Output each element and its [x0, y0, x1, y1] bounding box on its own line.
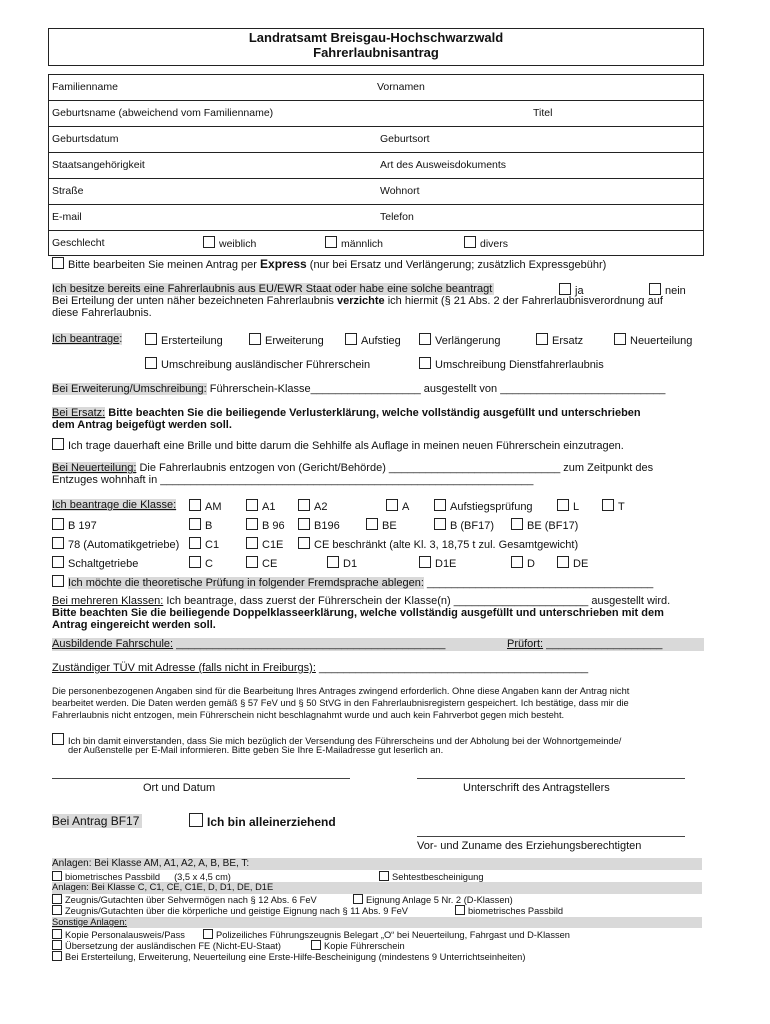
klasse-am[interactable]: AM [189, 499, 222, 513]
neuerteilung-option[interactable]: Neuerteilung [614, 333, 692, 347]
umschreibung-dienst-checkbox[interactable] [419, 357, 431, 369]
divers-checkbox[interactable] [464, 236, 476, 248]
erziehungsberechtigter-label: Vor- und Zuname des Erziehungsberechtigten [417, 840, 642, 852]
fahrschule-field[interactable]: Ausbildende Fahrschule: ____________________________________________ [52, 638, 446, 650]
schaltgetriebe-checkbox[interactable] [52, 556, 64, 568]
verzicht-text-line2: diese Fahrerlaubnis. [52, 307, 152, 319]
umschreibung-dienst-option[interactable]: Umschreibung Dienstfahrerlaubnis [419, 357, 604, 371]
eu-question: Ich besitze bereits eine Fahrerlaubnis aus EU/EWR Staat oder habe eine solche beantragt [52, 283, 493, 295]
uebersetzung-checkbox[interactable] [52, 940, 62, 950]
geburtsname-field[interactable]: Geburtsname (abweichend vom Familienname) [52, 107, 274, 119]
brille-option[interactable]: Ich trage dauerhaft eine Brille und bitte darum die Sehhilfe als Auflage in meinen neuen Führerschein einzutragen. [52, 438, 624, 452]
umschreibung-ausl-option[interactable]: Umschreibung ausländischer Führerschein [145, 357, 370, 371]
klasse-t-checkbox[interactable] [602, 499, 614, 511]
klasse-a-checkbox[interactable] [386, 499, 398, 511]
klasse-c-checkbox[interactable] [189, 556, 201, 568]
klasse-l[interactable]: L [557, 499, 579, 513]
passbild-checkbox-1[interactable] [52, 871, 62, 881]
eu-ja-option[interactable]: ja [559, 283, 584, 297]
ort-datum-line[interactable] [52, 778, 350, 779]
klasse-b-bf17-checkbox[interactable] [434, 518, 446, 530]
klasse-d1[interactable]: D1 [327, 556, 357, 570]
klasse-ce-beschraenkt[interactable]: CE beschränkt (alte Kl. 3, 18,75 t zul. Gesamtgewicht) [298, 537, 578, 551]
maennlich-checkbox[interactable] [325, 236, 337, 248]
klasse-d1e-checkbox[interactable] [419, 556, 431, 568]
automatik-checkbox[interactable] [52, 537, 64, 549]
uebersetzung-option[interactable]: Übersetzung der ausländischen FE (Nicht-EU-Staat) [52, 940, 281, 951]
klasse-c1e[interactable]: C1E [246, 537, 283, 551]
aufstiegspruefung[interactable]: Aufstiegsprüfung [434, 499, 533, 513]
klasse-a2[interactable]: A2 [298, 499, 327, 513]
versand-checkbox[interactable] [52, 733, 64, 745]
klasse-ce-beschraenkt-checkbox[interactable] [298, 537, 310, 549]
personal-table [48, 74, 704, 256]
klasse-b-checkbox[interactable] [189, 518, 201, 530]
klasse-d-checkbox[interactable] [511, 556, 523, 568]
aufstieg-checkbox[interactable] [345, 333, 357, 345]
sehvermoegen-option[interactable]: Zeugnis/Gutachten über Sehvermögen nach § 12 Abs. 6 FeV [52, 894, 317, 905]
klasse-t[interactable]: T [602, 499, 625, 513]
datenschutz-text-2: bearbeitet werden. Die Daten werden gemäß § 57 FeV und § 50 StVG in den Fahrerlaubnisregistern gespeichert. Ich bestätige, dass mir die [52, 698, 629, 708]
anlagen-header-2: Anlagen: Bei Klasse C, C1, CE, C1E, D, D1, DE, D1E [52, 882, 702, 894]
doppelklasse-notice-line2: Antrag eingereicht werden soll. [52, 619, 216, 631]
klasse-b-bf17[interactable]: B (BF17) [434, 518, 494, 532]
klasse-be-checkbox[interactable] [366, 518, 378, 530]
klasse-ce-checkbox[interactable] [246, 556, 258, 568]
aufstieg-option[interactable]: Aufstieg [345, 333, 401, 347]
express-option[interactable]: Bitte bearbeiten Sie meinen Antrag per Express (nur bei Ersatz und Verlängerung; zusätzlich Expressgebühr) [52, 257, 606, 271]
neuerteilung-line: Bei Neuerteilung: Die Fahrerlaubnis entzogen von (Gericht/Behörde) ____________________________ zum Zeitpunkt des [52, 462, 654, 474]
klassen-label: Ich beantrage die Klasse: [52, 499, 177, 511]
fremdsprache-checkbox[interactable] [52, 575, 64, 587]
anlagen-header-3: Sonstige Anlagen: [52, 917, 702, 928]
klasse-b96-checkbox[interactable] [246, 518, 258, 530]
geburtsdatum-field[interactable]: Geburtsdatum [52, 133, 119, 145]
weiblich-checkbox[interactable] [203, 236, 215, 248]
koerperlich-checkbox[interactable] [52, 905, 62, 915]
doppelklasse-notice: Bitte beachten Sie die beiliegende Doppelklasseerklärung, welche vollständig ausgefüllt und unterschrieben mit dem [52, 607, 664, 619]
eu-nein-option[interactable]: nein [649, 283, 686, 297]
klasse-l-checkbox[interactable] [557, 499, 569, 511]
klasse-de-checkbox[interactable] [557, 556, 569, 568]
eignung5-checkbox[interactable] [353, 894, 363, 904]
personalausweis-option[interactable]: Kopie Personalausweis/Pass [52, 929, 185, 940]
express-checkbox[interactable] [52, 257, 64, 269]
page-title: Fahrerlaubnisantrag [313, 45, 439, 60]
ersatz-notice: Bei Ersatz: Bitte beachten Sie die beiliegende Verlusterklärung, welche vollständig ausgefüllt und unterschrieben [52, 407, 641, 419]
mehrere-klassen-line: Bei mehreren Klassen: Ich beantrage, dass zuerst der Führerschein der Klasse(n) ______________________ ausgestellt wird. [52, 595, 671, 607]
alleinerziehend-option[interactable]: Ich bin alleinerziehend [189, 813, 336, 829]
klasse-b197-checkbox[interactable] [52, 518, 64, 530]
klasse-ce[interactable]: CE [246, 556, 277, 570]
erstehilfe-option[interactable]: Bei Ersterteilung, Erweiterung, Neuerteilung eine Erste-Hilfe-Bescheinigung (mindestens 9 Unterrichtseinheiten) [52, 951, 525, 962]
alleinerziehend-checkbox[interactable] [189, 813, 203, 827]
unterschrift-line[interactable] [417, 778, 685, 779]
versand-text-2: der Außenstelle per E-Mail informieren. Bitte geben Sie Ihre E-Mailadresse gut leserlich an. [68, 745, 444, 755]
klasse-b[interactable]: B [189, 518, 212, 532]
polizeilich-checkbox[interactable] [203, 929, 213, 939]
wohnort-field[interactable]: Wohnort [380, 185, 420, 197]
klasse-d1-checkbox[interactable] [327, 556, 339, 568]
passbild-checkbox-2[interactable] [455, 905, 465, 915]
koerperlich-option[interactable]: Zeugnis/Gutachten über die körperliche und geistige Eignung nach § 11 Abs. 9 FeV [52, 905, 408, 916]
klasse-c1[interactable]: C1 [189, 537, 219, 551]
ersatz-option[interactable]: Ersatz [536, 333, 583, 347]
erweiterung-line: Bei Erweiterung/Umschreibung: Führerschein-Klasse__________________ ausgestellt von ___________________________ [52, 383, 666, 395]
ersterteilung-option[interactable]: Ersterteilung [145, 333, 223, 347]
vornamen-field[interactable]: Vornamen [377, 81, 425, 93]
klasse-de[interactable]: DE [557, 556, 588, 570]
bf17-label: Bei Antrag BF17 [52, 814, 142, 828]
sehtest-checkbox[interactable] [379, 871, 389, 881]
erweiterung-option[interactable]: Erweiterung [249, 333, 324, 347]
eignung5-option[interactable]: Eignung Anlage 5 Nr. 2 (D-Klassen) [353, 894, 513, 905]
anlagen-header-1: Anlagen: Bei Klasse AM, A1, A2, A, B, BE, T: [52, 858, 702, 870]
schaltgetriebe-option[interactable]: Schaltgetriebe [52, 556, 138, 570]
unterschrift-label: Unterschrift des Antragstellers [463, 782, 610, 794]
ausweis-field[interactable]: Art des Ausweisdokuments [380, 159, 507, 171]
titel-field[interactable]: Titel [533, 107, 553, 119]
maennlich-option[interactable]: männlich [325, 236, 383, 250]
personalausweis-checkbox[interactable] [52, 929, 62, 939]
neuerteilung-checkbox[interactable] [614, 333, 626, 345]
datenschutz-text-3: Fahrerlaubnis nicht entzogen, mein Führerschein nicht beschlagnahmt wurde und auch kein Fahrverbot gegen mich besteht. [52, 710, 565, 720]
geburtsort-field[interactable]: Geburtsort [380, 133, 430, 145]
klasse-a1[interactable]: A1 [246, 499, 275, 513]
erweiterung-checkbox[interactable] [249, 333, 261, 345]
sehvermoegen-checkbox[interactable] [52, 894, 62, 904]
aufstiegspruefung-checkbox[interactable] [434, 499, 446, 511]
telefon-field[interactable]: Telefon [380, 211, 414, 223]
passbild-option-1[interactable]: biometrisches Passbild (3,5 x 4,5 cm) [52, 871, 231, 882]
umschreibung-ausl-checkbox[interactable] [145, 357, 157, 369]
klasse-be[interactable]: BE [366, 518, 397, 532]
ersterteilung-checkbox[interactable] [145, 333, 157, 345]
divers-option[interactable]: divers [464, 236, 508, 250]
versand-option[interactable]: Ich bin damit einverstanden, dass Sie mich bezüglich der Versendung des Führerscheins und der Abholung bei der Wohnortgemeinde/ [52, 733, 621, 746]
klasse-a[interactable]: A [386, 499, 409, 513]
klasse-be-bf17-checkbox[interactable] [511, 518, 523, 530]
verlaengerung-checkbox[interactable] [419, 333, 431, 345]
klasse-a2-checkbox[interactable] [298, 499, 310, 511]
klasse-b197[interactable]: B 197 [52, 518, 97, 532]
beantrage-label: Ich beantrage: [52, 333, 123, 345]
authority-title: Landratsamt Breisgau-Hochschwarzwald [248, 30, 504, 45]
eu-ja-checkbox[interactable] [559, 283, 571, 295]
verlaengerung-option[interactable]: Verlängerung [419, 333, 500, 347]
klasse-b96[interactable]: B 96 [246, 518, 285, 532]
passbild-option-2[interactable]: biometrisches Passbild [455, 905, 563, 916]
sehtest-option[interactable]: Sehtestbescheinigung [379, 871, 484, 882]
polizeilich-option[interactable]: Polizeiliches Führungszeugnis Belegart „O“ bei Neuerteilung, Fahrgast und D-Klassen [203, 929, 570, 940]
email-field[interactable]: E-mail [52, 211, 82, 223]
staatsangehoerigkeit-field[interactable]: Staatsangehörigkeit [52, 159, 145, 171]
klasse-d1e[interactable]: D1E [419, 556, 456, 570]
tuev-field[interactable]: Zuständiger TÜV mit Adresse (falls nicht in Freiburgs): ____________________________________________ [52, 662, 589, 674]
ort-datum-label: Ort und Datum [143, 782, 216, 794]
geschlecht-label: Geschlecht [52, 237, 105, 249]
klasse-b196-checkbox[interactable] [298, 518, 310, 530]
ersatz-notice-line2: dem Antrag beigefügt werden soll. [52, 419, 232, 431]
klasse-c[interactable]: C [189, 556, 213, 570]
weiblich-option[interactable]: weiblich [203, 236, 256, 250]
automatik-option[interactable]: 78 (Automatikgetriebe) [52, 537, 179, 551]
kopie-fs-checkbox[interactable] [311, 940, 321, 950]
klasse-d[interactable]: D [511, 556, 535, 570]
neuerteilung-line2: Entzuges wohnhaft in _____________________________________________________________ [52, 474, 534, 486]
strasse-field[interactable]: Straße [52, 185, 84, 197]
datenschutz-text-1: Die personenbezogenen Angaben sind für die Bearbeitung Ihres Antrages zwingend erforderlich. Ohne diese Angaben kann der Antrag nicht [52, 686, 630, 696]
familienname-field[interactable]: Familienname [52, 81, 118, 93]
klasse-a1-checkbox[interactable] [246, 499, 258, 511]
fremdsprache-option[interactable]: Ich möchte die theoretische Prüfung in folgender Fremdsprache ablegen: _____________________________________ [52, 575, 653, 589]
klasse-b196[interactable]: B196 [298, 518, 340, 532]
verzicht-text: Bei Erteilung der unten näher bezeichneten Fahrerlaubnis verzichte ich hiermit (§ 21 Abs. 2 der Fahrerlaubnisverordnung auf [52, 295, 663, 307]
erziehungsberechtigter-line[interactable] [417, 836, 685, 837]
eu-nein-checkbox[interactable] [649, 283, 661, 295]
kopie-fs-option[interactable]: Kopie Führerschein [311, 940, 405, 951]
erstehilfe-checkbox[interactable] [52, 951, 62, 961]
ersatz-checkbox[interactable] [536, 333, 548, 345]
brille-checkbox[interactable] [52, 438, 64, 450]
klasse-am-checkbox[interactable] [189, 499, 201, 511]
klasse-c1e-checkbox[interactable] [246, 537, 258, 549]
pruefort-field[interactable]: Prüfort: ___________________ [507, 638, 663, 650]
klasse-be-bf17[interactable]: BE (BF17) [511, 518, 578, 532]
klasse-c1-checkbox[interactable] [189, 537, 201, 549]
